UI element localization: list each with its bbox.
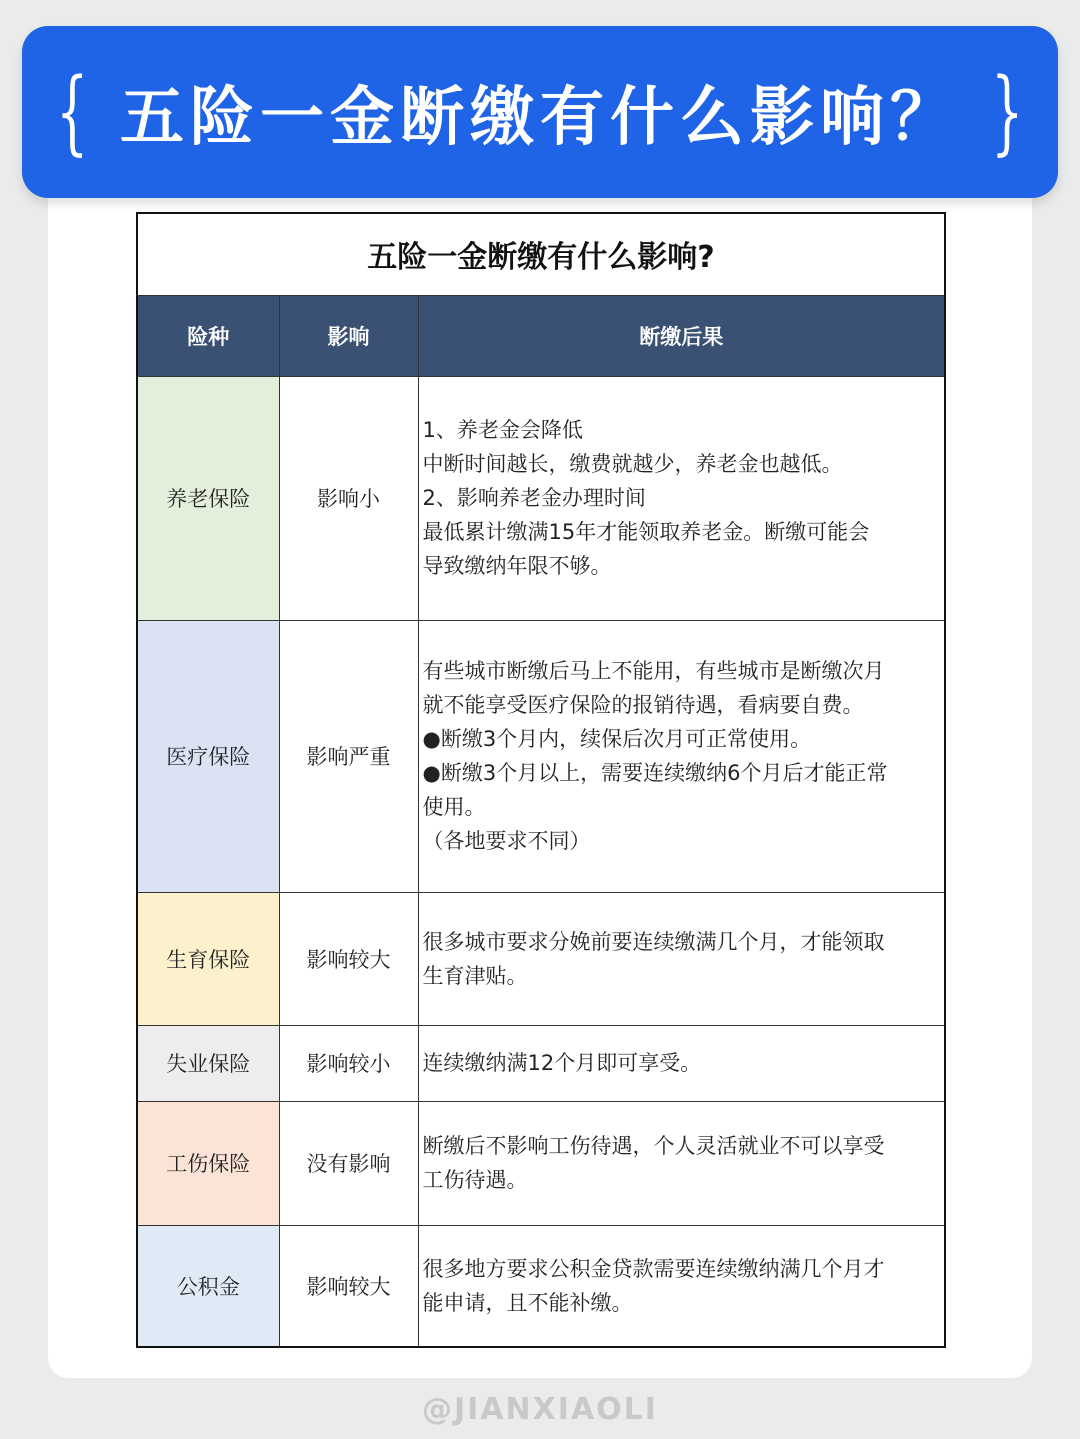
- table-row: [137, 376, 945, 620]
- consequence-line: 工伤待遇。: [422, 1168, 528, 1192]
- consequence-line: 中断时间越长，缴费就越少，养老金也越低。: [422, 452, 843, 476]
- insurance-table: [136, 212, 946, 1348]
- cell-impact: 没有影响: [279, 1101, 418, 1225]
- consequence-line: 2、影响养老金办理时间: [422, 486, 646, 510]
- cell-insurance-type: 生育保险: [137, 892, 279, 1025]
- consequence-line: 断缴后不影响工伤待遇，个人灵活就业不可以享受: [422, 1134, 885, 1158]
- caption-row: [137, 213, 945, 295]
- cell-insurance-type: 失业保险: [137, 1025, 279, 1101]
- header-result: 断缴后果: [418, 295, 945, 376]
- table-row: [137, 892, 945, 1025]
- cell-consequence: [418, 1025, 945, 1101]
- table-row: [137, 1225, 945, 1347]
- cell-insurance-type: 公积金: [137, 1225, 279, 1347]
- cell-insurance-type: 工伤保险: [137, 1101, 279, 1225]
- consequence-line: 有些城市断缴后马上不能用，有些城市是断缴次月: [422, 659, 885, 683]
- cell-consequence: [418, 376, 945, 620]
- title-banner: [22, 26, 1058, 198]
- cell-impact: 影响较小: [279, 1025, 418, 1101]
- header-type: 险种: [137, 295, 279, 376]
- consequence-line: 1、养老金会降低: [422, 418, 583, 442]
- cell-insurance-type: 养老保险: [137, 376, 279, 620]
- cell-consequence: [418, 892, 945, 1025]
- consequence-line: 能申请，且不能补缴。: [422, 1290, 633, 1315]
- consequence-line: （各地要求不同）: [422, 829, 591, 853]
- consequence-line: 连续缴纳满12个月即可享受。: [422, 1051, 702, 1075]
- header-impact: 影响: [279, 295, 418, 376]
- consequence-line: 使用。: [422, 795, 486, 819]
- cell-consequence: [418, 1225, 945, 1347]
- consequence-line: ●断缴3个月内，续保后次月可正常使用。: [422, 727, 812, 751]
- table-caption: 五险一金断缴有什么影响?: [137, 213, 945, 295]
- header-row: [137, 295, 945, 376]
- cell-impact: 影响较大: [279, 892, 418, 1025]
- cell-insurance-type: 医疗保险: [137, 620, 279, 892]
- consequence-line: 就不能享受医疗保险的报销待遇，看病要自费。: [422, 693, 864, 717]
- right-brace: }: [991, 58, 1024, 165]
- left-brace: {: [56, 58, 89, 165]
- banner-title: 五险一金断缴有什么影响？: [120, 81, 960, 155]
- cell-impact: 影响小: [279, 376, 418, 620]
- watermark: @JIANXIAOLI: [422, 1392, 658, 1427]
- consequence-line: ●断缴3个月以上，需要连续缴纳6个月后才能正常: [422, 761, 888, 785]
- table-row: [137, 1025, 945, 1101]
- cell-consequence: [418, 620, 945, 892]
- table-row: [137, 620, 945, 892]
- cell-consequence: [418, 1101, 945, 1225]
- consequence-line: 生育津贴。: [422, 963, 528, 988]
- cell-impact: 影响较大: [279, 1225, 418, 1347]
- consequence-line: 很多城市要求分娩前要连续缴满几个月，才能领取: [422, 929, 885, 954]
- consequence-line: 很多地方要求公积金贷款需要连续缴纳满几个月才: [422, 1256, 885, 1281]
- consequence-line: 最低累计缴满15年才能领取养老金。断缴可能会: [422, 520, 870, 544]
- table-row: [137, 1101, 945, 1225]
- consequence-line: 导致缴纳年限不够。: [422, 554, 612, 578]
- cell-impact: 影响严重: [279, 620, 418, 892]
